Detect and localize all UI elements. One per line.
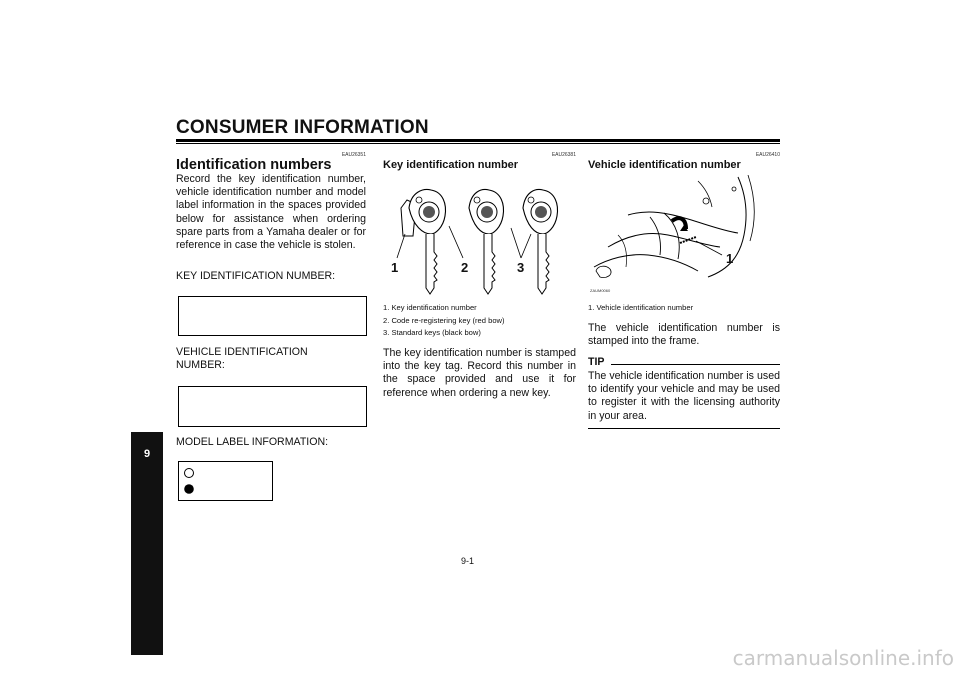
chapter-number: 9 [143,448,151,460]
page-title: CONSUMER INFORMATION [176,117,429,138]
section-body: The key identification number is stamped into the key tag. Record this number in the space provided and use it for reference when ordering a new key. [383,347,576,399]
model-label-label: MODEL LABEL INFORMATION: [176,436,329,448]
vehicle-id-box [178,386,367,427]
callout-1: 1 [391,260,399,275]
callout-1: 1 [726,251,734,266]
caption-1: 1. Vehicle identification number [588,303,694,312]
key-id-box [178,296,367,336]
chapter-tab [131,432,163,655]
model-label-markers [179,462,272,500]
tip-body: The vehicle identification number is used to identify your vehicle and may be used to register it with the licensing authority in your area. [588,370,780,422]
page-number: 9-1 [461,556,475,566]
section-heading: Identification numbers [176,157,332,173]
section-body: Record the key identification number, vehicle identification number and model label information in the spaces provided below for assistance when ordering spare parts from a Yamaha dealer or for reference in case the vehicle is stolen. [176,173,366,252]
section-body: The vehicle identification number is stamped into the frame. [588,322,780,348]
vehicle-id-label-line2: NUMBER: [176,359,225,371]
section-code: EAU26410 [755,152,780,158]
section-code: EAU26351 [341,152,366,158]
frame-illustration [588,175,780,297]
watermark: carmanualsonline.info [732,646,954,670]
header-rule-thin [176,143,780,144]
tip-label: TIP [588,356,605,368]
caption-3: 3. Standard keys (black bow) [383,328,481,337]
frame-drawing [588,175,780,297]
callout-3: 3 [517,260,525,275]
section-code: EAU26381 [551,152,576,158]
keys-illustration [383,178,576,298]
header-rule [176,139,780,142]
caption-2: 2. Code re-registering key (red bow) [383,316,505,325]
model-label-box [178,461,273,501]
callout-2: 2 [461,260,469,275]
figure-code: ZAUM0060 [590,288,611,293]
tip-rule-bottom [588,428,780,429]
section-heading: Vehicle identification number [588,159,741,171]
tip-rule-top [611,364,780,365]
vehicle-id-label-line1: VEHICLE IDENTIFICATION [176,346,308,358]
section-heading: Key identification number [383,159,519,171]
key-id-label: KEY IDENTIFICATION NUMBER: [176,270,336,282]
caption-1: 1. Key identification number [383,303,477,312]
keys-drawing [383,178,576,298]
